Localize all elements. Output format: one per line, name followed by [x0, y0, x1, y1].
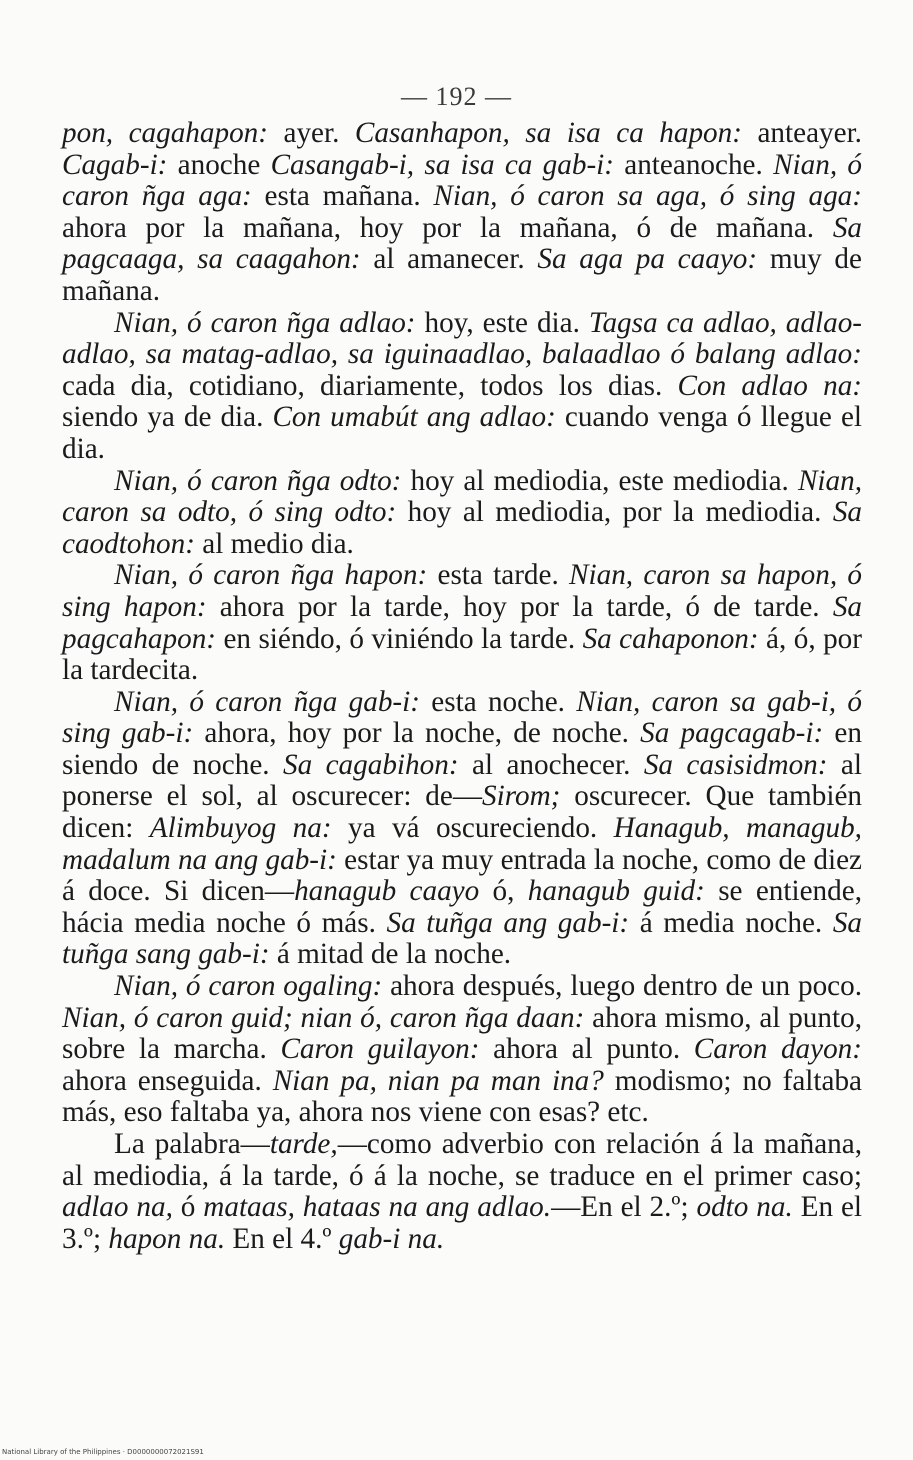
term-italic: Caron guilayon:: [280, 1033, 480, 1066]
page-number: — 192 —: [401, 82, 512, 111]
term-italic: Nian, ó caron guid; nian ó, caron ñga daan:: [62, 1001, 585, 1034]
definition-text: ya vá oscureciendo.: [331, 812, 614, 845]
definition-text: ahora por la tarde, hoy por la tarde, ó de tarde.: [206, 590, 833, 623]
term-italic: Con umabút ang adlao:: [272, 401, 556, 434]
definition-text: ahora, hoy por la noche, de noche.: [193, 717, 641, 750]
definition-text: estar ya muy entrada la noche, como de diez á doce. Si dicen—: [62, 843, 862, 908]
definition-text: al medio dia.: [194, 527, 354, 560]
term-italic: hanagub guid:: [527, 875, 705, 908]
term-italic: Sirom;: [482, 780, 561, 813]
term-italic: Hanagub, managub, madalum na ang gab-i:: [62, 812, 862, 876]
paragraph: [62, 466, 862, 561]
term-italic: adlao na,: [62, 1191, 173, 1224]
definition-text: ahora después, luego dentro de un poco.: [382, 970, 863, 1003]
definition-text: cuando venga ó llegue el dia.: [62, 401, 863, 465]
definition-text: al amanecer.: [360, 243, 538, 276]
term-italic: Nian, ó caron sa aga, ó sing aga:: [433, 180, 862, 213]
term-italic: Nian pa, nian pa man ina?: [272, 1064, 604, 1097]
definition-text: oscurecer. Que también dicen:: [62, 780, 863, 845]
definition-text: hoy al mediodia, por la mediodia.: [396, 496, 833, 529]
term-italic: Casanhapon, sa isa ca hapon:: [354, 117, 742, 149]
definition-text: á media noche.: [629, 906, 833, 939]
term-italic: Sa cagabihon:: [283, 748, 459, 781]
definition-text: En el 4.º: [225, 1222, 339, 1255]
definition-text: anteanoche.: [614, 148, 774, 181]
term-italic: hapon na.: [108, 1222, 226, 1255]
definition-text: á, ó, por la tardecita.: [62, 622, 862, 687]
term-italic: Sa casisidmon:: [643, 748, 828, 781]
term-italic: Con adlao na:: [677, 369, 863, 402]
definition-text: anoche: [167, 148, 271, 181]
term-italic: Sa cahaponon:: [582, 622, 759, 655]
definition-text: cada dia, cotidiano, diariamente, todos los dias.: [62, 369, 678, 402]
term-italic: Nian, caron sa hapon, ó sing hapon:: [62, 559, 862, 623]
paragraph: [62, 1129, 862, 1255]
term-italic: Sa pagcaaga, sa caagahon:: [62, 211, 862, 276]
definition-text: ahora mismo, al punto, sobre la marcha.: [62, 1001, 862, 1066]
term-italic: Nian, ó caron ogaling:: [114, 970, 383, 1003]
definition-text: ó,: [479, 875, 528, 908]
definition-text: —como adverbio con relación á la mañana, al mediodia, á la tarde, ó á la noche, se traduce en el primer caso;: [62, 1128, 862, 1192]
definition-text: á mitad de la noche.: [269, 938, 512, 971]
definition-text: muy de mañana.: [62, 243, 862, 307]
paragraph: [62, 687, 862, 971]
definition-text: siendo ya de dia.: [62, 401, 273, 434]
paragraph: [62, 308, 862, 466]
term-italic: Sa pagcahapon:: [62, 590, 863, 655]
term-italic: mataas, hataas na ang adlao.: [203, 1191, 552, 1224]
definition-text: al ponerse el sol, al oscurecer: de—: [62, 748, 862, 813]
term-italic: Sa aga pa caayo:: [537, 243, 758, 276]
definition-text: esta mañana.: [251, 180, 434, 213]
term-italic: pon, cagahapon:: [62, 117, 268, 149]
term-italic: Alimbuyog na:: [149, 812, 332, 845]
term-italic: Caron dayon:: [693, 1033, 862, 1066]
definition-text: esta noche.: [419, 685, 577, 718]
library-stamp: National Library of the Philippines · D0000000072021S91: [2, 1448, 204, 1456]
term-italic: Nian, ó caron ñga adlao:: [114, 306, 416, 339]
term-italic: Nian, ó caron ñga hapon:: [114, 559, 428, 592]
definition-text: modismo; no faltaba más, eso faltaba ya, ahora nos viene con esas? etc.: [62, 1064, 862, 1129]
paragraph: [62, 971, 862, 1129]
definition-text: al anochecer.: [458, 748, 644, 781]
definition-text: en siendo de noche.: [62, 717, 862, 781]
definition-text: La palabra—: [114, 1128, 270, 1160]
term-italic: hanagub caayo: [294, 875, 480, 908]
term-italic: Sa tuñga sang gab-i:: [62, 906, 862, 971]
term-italic: Nian, ó caron ñga gab-i:: [114, 685, 420, 718]
definition-text: ó: [172, 1191, 204, 1224]
definition-text: ayer.: [268, 117, 355, 149]
definition-text: hoy, este dia.: [415, 306, 589, 339]
term-italic: Tagsa ca adlao, adlao-adlao, sa matag-adlao, sa iguinaadlao, balaadlao ó balang adlao:: [62, 306, 863, 371]
term-italic: Nian, caron sa gab-i, ó sing gab-i:: [62, 685, 862, 750]
definition-text: ahora por la mañana, hoy por la mañana, ó de mañana.: [62, 211, 833, 244]
term-italic: Nian, ó caron ñga odto:: [114, 464, 402, 497]
term-italic: Sa caodtohon:: [62, 496, 863, 560]
definition-text: esta tarde.: [427, 559, 570, 592]
term-italic: tarde,: [269, 1128, 338, 1160]
paragraph: [62, 118, 862, 308]
definition-text: anteayer.: [741, 117, 862, 149]
term-italic: Sa pagcagab-i:: [640, 717, 824, 750]
paragraph: [62, 560, 862, 686]
definition-text: —En el 2.º;: [551, 1191, 697, 1224]
body-text: [62, 118, 862, 1255]
term-italic: odto na.: [696, 1191, 793, 1224]
definition-text: En el 3.º;: [62, 1191, 863, 1255]
term-italic: Cagab-i:: [62, 148, 168, 181]
term-italic: Nian, caron sa odto, ó sing odto:: [62, 464, 862, 529]
definition-text: se entiende, hácia media noche ó más.: [62, 875, 862, 939]
definition-text: hoy al mediodia, este mediodia.: [401, 464, 798, 497]
term-italic: Sa tuñga ang gab-i:: [386, 906, 630, 939]
definition-text: ahora al punto.: [479, 1033, 694, 1066]
term-italic: Casangab-i, sa isa ca gab-i:: [270, 148, 614, 181]
term-italic: gab-i na.: [338, 1222, 445, 1255]
definition-text: en siéndo, ó viniéndo la tarde.: [216, 622, 583, 655]
definition-text: ahora enseguida.: [62, 1064, 273, 1097]
term-italic: Nian, ó caron ñga aga:: [62, 148, 862, 213]
